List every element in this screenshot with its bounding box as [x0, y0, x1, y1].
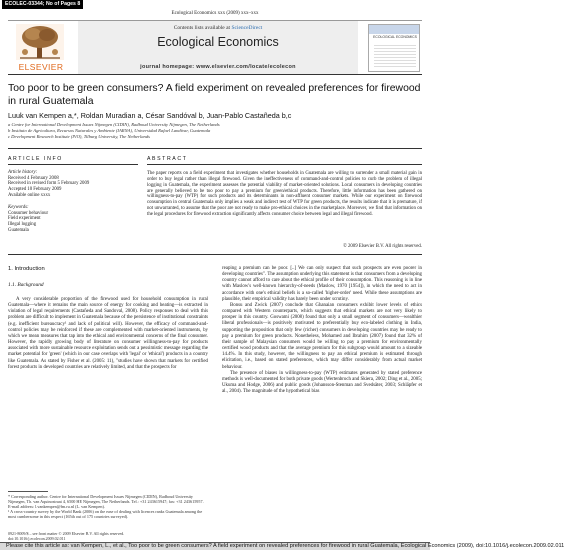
footnote-1: ¹ A cross-country survey by the World Bank (2006) on the ease of dealing with licences ranks Guatemala among the most cumbersome in this respect (165th out of 175 countries surveyed).: [8, 509, 203, 519]
author-list: Luuk van Kempen a,*, Roldan Muradian a, César Sandóval b, Juan-Pablo Castañeda b,c: [8, 111, 292, 120]
elsevier-tree-icon: [16, 24, 64, 60]
contents-prefix: Contents lists available at: [173, 25, 232, 31]
affiliation-c: c Development Research Institute (IVO), Tilburg University, The Netherlands: [8, 134, 150, 139]
title-divider: [8, 148, 422, 149]
citation-text: Please cite this article as: van Kempen, L., et al., Too poor to be green consumers? A field experiment on revealed preferences for firewood in rural Guatemala, Ecological Economics (2009), doi:10.1016/j.ecolecon.2009.02.011: [6, 543, 564, 549]
footnote-rule: [8, 491, 48, 492]
top-bar: [0, 0, 430, 9]
subsection-heading: 1.1. Background: [8, 282, 44, 288]
footnotes: [8, 494, 208, 519]
footnote-email[interactable]: E-mail address: l.vankempen@fm.ru.nl (L. van Kempen).: [8, 504, 105, 509]
article-title: Too poor to be green consumers? A field experiment on revealed preferences for firewood in rural Guatemala: [8, 83, 421, 107]
abstract-copyright: © 2009 Elsevier B.V. All rights reserved.: [343, 244, 422, 249]
body-left-column: [8, 297, 208, 371]
footnote-corresponding: * Corresponding author. Centre for International Development Issues Nijmegen (CIDIN), Radboud University Nijmegen, Th. van Aquinostraat 4, 6500 HE Nijmegen, The Netherlands. Tel.: +31 243615947; fax: +31 243615957.: [8, 494, 204, 504]
abstract-heading: ABSTRACT: [147, 156, 188, 162]
journal-homepage[interactable]: [78, 64, 358, 70]
history-received: Received 4 February 2008: [8, 175, 59, 181]
page-tag: ECOLEC-03344; No of Pages 8: [2, 0, 83, 9]
journal-cover-thumbnail: [368, 24, 420, 72]
cover-band: [369, 25, 419, 34]
doi-line[interactable]: doi:10.1016/j.ecolecon.2009.02.011: [8, 536, 66, 541]
article-info-heading: ARTICLE INFO: [8, 156, 63, 162]
citation-bar: [0, 542, 564, 550]
affiliation-b: b Instituto de Agricultura, Recursos Naturales y Ambiente (IARNA), Universidad Rafael Landívar, Guatemala: [8, 128, 211, 133]
contents-line: [78, 25, 358, 31]
history-accepted: Accepted 10 February 2009: [8, 187, 62, 193]
abstract-rule: [147, 164, 422, 165]
journal-header: [8, 20, 422, 75]
elsevier-logo: [10, 23, 72, 73]
abstract-end-rule: [8, 254, 422, 255]
keywords: [8, 205, 138, 234]
history-online: Available online xxxx: [8, 192, 51, 198]
keywords-label: Keywords:: [8, 205, 29, 210]
article-info-rule: [8, 164, 138, 165]
publisher-name: ELSEVIER: [18, 62, 64, 72]
body-right-column: [222, 266, 422, 395]
issn-line: 0921-8009/$ – see front matter © 2009 Elsevier B.V. All rights reserved.: [8, 531, 125, 536]
history-revised: Received in revised form 5 February 2009: [8, 181, 90, 187]
body-paragraph: reaping a premium can be poor. [..] We can only suspect that such prospects are even poorer in developing countries". The assumption underlying this statement is that consumers from a developing country cannot afford to care about the ethical profile of their consumption. This reasoning is in line with Maslow's well-known hierarchy-of-needs (Maslow, 1970 [1954]), in which the need to act in accordance with one's ethical beliefs is a so-called 'higher-order' need. While these assumptions are plausible, their empirical validity has barely been under scrutiny.: [222, 266, 422, 302]
journal-title: Ecological Economics: [157, 35, 279, 49]
body-paragraph: The presence of biases in willingness-to-pay (WTP) estimates generated by stated preference methods is well-documented for both private goods (Wertenbroch and Skiera, 2002; Ding et al., 2005; Ukuma and Hodge, 2006) and public goods (Johansson-Stenman and Svedsäter, 2003; Schläpfer et al., 2004). The magnitude of the hypothetical bias: [222, 370, 422, 395]
cover-lines: [374, 43, 416, 69]
cover-title: ECOLOGICAL ECONOMICS: [373, 35, 417, 39]
history-label: Article history:: [8, 170, 38, 175]
journal-banner: [78, 21, 358, 74]
affiliation-a: a Centre for International Development Issues Nijmegen (CIDIN), Radboud University Nijmegen, The Netherlands: [8, 122, 220, 127]
keyword-item: Consumer behaviour: [8, 210, 49, 216]
article-history: [8, 170, 138, 199]
keyword-item: Field experiment: [8, 216, 41, 222]
homepage-label[interactable]: journal homepage: www.elsevier.com/locate/ecolecon: [140, 64, 296, 70]
body-paragraph: A very considerable proportion of the firewood used for household consumption in rural Guatemala—where it remains the main source of energy for cooking and heating—is extracted in violation of legal requirements (Castañeda and Sandoval, 2008). Policy responses to deal with this problem are difficult to implement in Guatemala because of the persistence of institutional constraints (e.g. inefficient bureaucracy¹ and lack of political will). However, the efficacy of command-and-control policies may be reinforced if these are complemented with market-oriented instruments, by which we mean measures that tap into the ethical and environmental concerns of the final consumer. However, the rapidly growing body of literature on consumer willingness-to-pay for products associated with more sustainable resource exploitation sends out a pessimistic message regarding the market potential for 'green' (which in our case overlaps with 'legal' or 'ethical') products in a country like Guatemala. As stated by Fisher et al. (2005: 11), "studies have shown that markets for certified forest products in developed countries are relatively limited, and that the prospects for: [8, 297, 208, 370]
journal-reference: Ecological Economics xxx (2009) xxx–xxx: [171, 11, 259, 16]
body-paragraph: Bonsu and Zwick (2007) conclude that Ghanaian consumers exhibit lower levels of ethics compared with Western counterparts, which suggests that ethical markets are not very likely to prosper in this country. Goswami (2008) found that only a small segment of consumers—wealthier liberal professionals—is positively motivated to preferentially buy eco-labeled clothing in India, supporting the proposition that only few (richer) consumers in developing countries may be ready to pay a premium for green products. Nonetheless, Mohamed and Ibrahim (2007) found that 32% of their sample of Malaysian consumers would be willing to pay a premium for environmentally certified wood products and that the average premium for this subgroup would amount to a sizeable 14.4%. In this study, however, the willingness to pay an ethical premium is estimated through elicitation, i.e., based on stated preferences, which may differ considerably from actual market behaviour.: [222, 302, 422, 370]
abstract-text: The paper reports on a field experiment that investigates whether households in Guatemala are willing to surrender a small material gain in order to buy legal rather than illegal firewood. Given the ineffectiveness of command-and-control policies to curb the problem of illegal logging in Guatemala, the experiment assesses the potential viability of market-oriented solutions. Local consumers in developing countries are generally believed to be too poor to pay a premium for green/ethical products. Therefore, little information has been gathered on willingness-to-pay (WTP) for such products and its determinants in non-affluent consumer markets. While our experiment on firewood consumption in central Guatemala only implies a weak and indirect test of WTP for green products, the results indicate that it is premature, if not unwarranted, to assume that the poor are not ready to make pro-ethical choices in the marketplace. Moreover, we find that information on the legal procedures for firewood extraction significantly affects consumer choice between legal and illegal firewood.: [147, 171, 422, 217]
keyword-item: Illegal logging: [8, 222, 37, 228]
sciencedirect-link[interactable]: ScienceDirect: [231, 25, 263, 31]
keyword-item: Guatemala: [8, 227, 29, 233]
section-heading: 1. Introduction: [8, 266, 45, 272]
